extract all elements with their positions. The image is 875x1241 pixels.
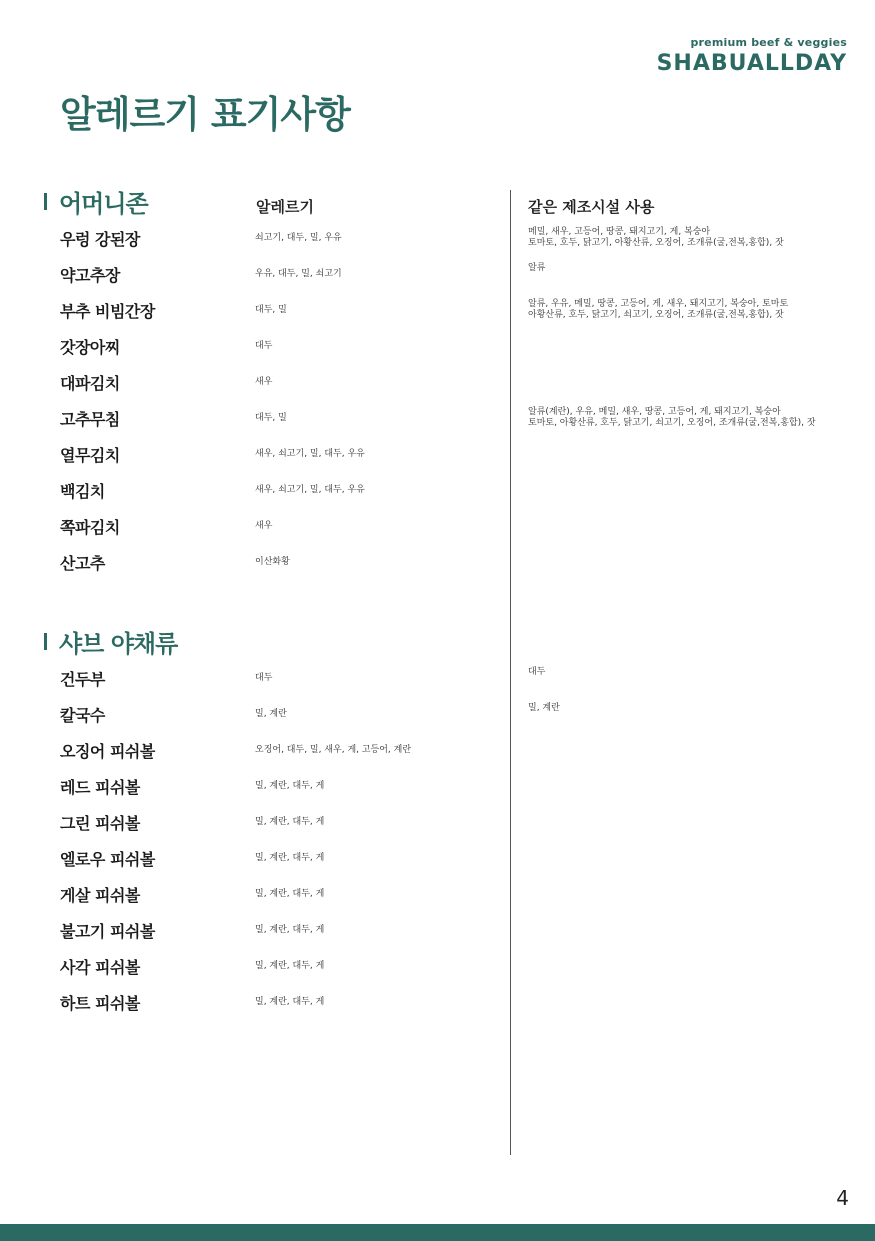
column-header-allergy: 알레르기 (256, 198, 314, 216)
item-allergy: 밀, 계란, 대두, 게 (255, 781, 325, 791)
item-allergy: 밀, 계란, 대두, 게 (255, 889, 325, 899)
table-row (0, 515, 875, 551)
item-allergy: 밀, 계란, 대두, 게 (255, 997, 325, 1007)
table-row (0, 883, 875, 919)
item-allergy: 쇠고기, 대두, 밀, 우유 (255, 233, 342, 243)
item-allergy: 우유, 대두, 밀, 쇠고기 (255, 269, 342, 279)
item-facility (528, 703, 848, 714)
table-row (0, 991, 875, 1027)
table-row (0, 775, 875, 811)
table-row (0, 667, 875, 703)
table-row (0, 955, 875, 991)
facility-line: 밀, 계란 (528, 703, 560, 713)
item-facility (528, 407, 848, 429)
item-name: 갓장아찌 (60, 338, 120, 357)
item-name: 열무김치 (60, 446, 120, 465)
table-row (0, 407, 875, 443)
section-title-text: 샤브 야채류 (59, 630, 178, 658)
brand-name: SHABUALLDAY (656, 51, 847, 76)
item-allergy: 새우 (255, 377, 273, 387)
page-number: 4 (836, 1186, 849, 1210)
item-name: 약고추장 (60, 266, 120, 285)
item-name: 불고기 피쉬볼 (60, 922, 155, 941)
item-name: 엘로우 피쉬볼 (60, 850, 155, 869)
table-row (0, 739, 875, 775)
item-facility (528, 667, 848, 678)
footer-bar (0, 1224, 875, 1241)
facility-line: 토마토, 호두, 닭고기, 아황산류, 오징어, 조개류(굴,전복,홍합), 잣 (528, 238, 784, 248)
item-name: 대파김치 (60, 374, 120, 393)
item-allergy: 밀, 계란, 대두, 게 (255, 925, 325, 935)
item-facility (528, 227, 848, 249)
page-title: 알레르기 표기사항 (60, 93, 350, 136)
section-bar-icon (44, 193, 47, 210)
facility-line: 대두 (528, 667, 546, 677)
item-name: 그린 피쉬볼 (60, 814, 140, 833)
item-name: 레드 피쉬볼 (60, 778, 140, 797)
table-row (0, 335, 875, 371)
brand-tagline: premium beef & veggies (690, 36, 847, 49)
item-allergy: 밀, 계란, 대두, 게 (255, 961, 325, 971)
item-name: 칼국수 (60, 706, 105, 725)
item-name: 고추무침 (60, 410, 120, 429)
item-name: 게살 피쉬볼 (60, 886, 140, 905)
facility-line: 알류 (528, 263, 546, 273)
table-row (0, 227, 875, 263)
item-name: 사각 피쉬볼 (60, 958, 140, 977)
table-row (0, 299, 875, 335)
section-title-mother-zone (44, 184, 148, 219)
item-name: 백김치 (60, 482, 105, 501)
table-row (0, 371, 875, 407)
item-facility (528, 299, 848, 321)
brand-logo (657, 36, 847, 76)
section-bar-icon (44, 633, 47, 650)
facility-line: 토마토, 아황산류, 호두, 닭고기, 쇠고기, 오징어, 조개류(굴,전복,홍합), 잣 (528, 418, 816, 428)
facility-line: 알류, 우유, 메밀, 땅콩, 고등어, 게, 새우, 돼지고기, 복숭아, 토마토 (528, 299, 789, 309)
section-title-shabu-veggies (44, 624, 177, 659)
item-name: 부추 비빔간장 (60, 302, 155, 321)
facility-line: 알류(계란), 우유, 메밀, 새우, 땅콩, 고등어, 게, 돼지고기, 복숭아 (528, 407, 781, 417)
item-allergy: 밀, 계란, 대두, 게 (255, 817, 325, 827)
item-name: 건두부 (60, 670, 105, 689)
item-allergy: 대두, 밀 (255, 305, 287, 315)
table-row (0, 847, 875, 883)
item-allergy: 밀, 계란, 대두, 게 (255, 853, 325, 863)
section-title-text: 어머니존 (59, 190, 148, 218)
facility-line: 아황산류, 호두, 닭고기, 쇠고기, 오징어, 조개류(굴,전복,홍합), 잣 (528, 310, 784, 320)
item-name: 오징어 피쉬볼 (60, 742, 155, 761)
item-name: 우렁 강된장 (60, 230, 140, 249)
item-allergy: 새우 (255, 521, 273, 531)
item-allergy: 밀, 계란 (255, 709, 287, 719)
item-allergy: 대두 (255, 673, 273, 683)
item-name: 산고추 (60, 554, 105, 573)
item-allergy: 새우, 쇠고기, 밀, 대두, 우유 (255, 485, 365, 495)
table-row (0, 551, 875, 587)
item-allergy: 대두 (255, 341, 273, 351)
item-name: 쪽파김치 (60, 518, 120, 537)
table-row (0, 811, 875, 847)
facility-line: 메밀, 새우, 고등어, 땅콩, 돼지고기, 게, 복숭아 (528, 227, 711, 237)
table-row (0, 443, 875, 479)
table-row (0, 919, 875, 955)
table-row (0, 263, 875, 299)
column-header-facility: 같은 제조시설 사용 (528, 198, 655, 216)
table-row (0, 703, 875, 739)
table-row (0, 479, 875, 515)
item-allergy: 오징어, 대두, 밀, 새우, 게, 고등어, 계란 (255, 745, 412, 755)
item-allergy: 대두, 밀 (255, 413, 287, 423)
item-name: 하트 피쉬볼 (60, 994, 140, 1013)
item-allergy: 새우, 쇠고기, 밀, 대두, 우유 (255, 449, 365, 459)
item-allergy: 이산화황 (255, 557, 290, 567)
item-facility (528, 263, 848, 274)
